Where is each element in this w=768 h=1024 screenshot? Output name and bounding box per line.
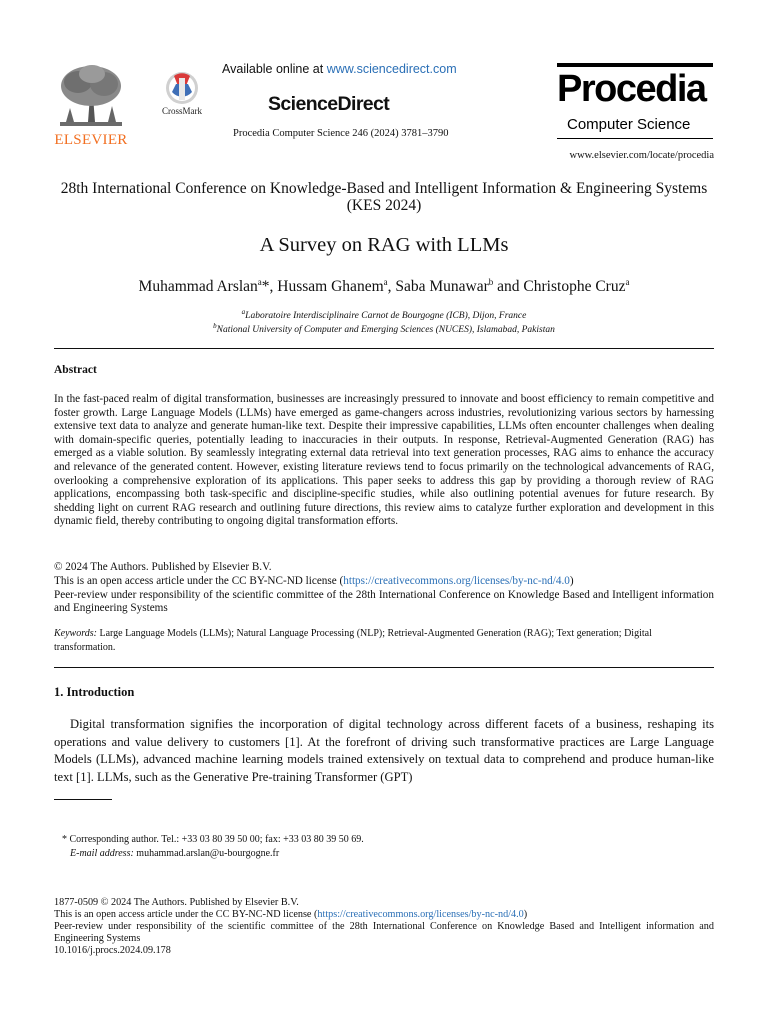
affiliation-text: Laboratoire Interdisciplinaire Carnot de Bourgogne (ICB), Dijon, France — [245, 311, 527, 322]
abstract-divider — [54, 667, 714, 668]
footer-license-suffix: ) — [523, 909, 528, 921]
author-name: Saba Munawar — [395, 278, 489, 296]
procedia-subtitle: Computer Science — [567, 116, 691, 133]
journal-reference: Procedia Computer Science 246 (2024) 3781–3790 — [233, 128, 449, 139]
author-mark: b — [488, 277, 494, 287]
introduction-paragraph: Digital transformation signifies the incorporation of digital technology across different facets of a business, reshaping its operations and value delivery to customers [1]. At the forefront of driving such transformative practices are Large Language Models (LLMs), advanced machine learning models trained extensively on textual data to comprehend and produce human-like text [1]. LLMs, such as the Generative Pre-training Transformer (GPT) — [54, 717, 714, 784]
doi[interactable]: 10.1016/j.procs.2024.09.178 — [54, 945, 171, 957]
author-name: Hussam Ghanem — [277, 278, 384, 296]
section-heading-introduction: 1. Introduction — [54, 685, 135, 699]
footnote-divider — [54, 799, 112, 800]
author-name: Christophe Cruz — [523, 278, 626, 296]
crossmark-label: CrossMark — [162, 106, 202, 116]
affiliation-text: National University of Computer and Emerging Sciences (NUCES), Islamabad, Pakistan — [216, 325, 555, 336]
license-suffix: ) — [569, 574, 574, 587]
license-link[interactable]: https://creativecommons.org/licenses/by-nc-nd/4.0 — [343, 574, 570, 587]
keywords-list: Large Language Models (LLMs); Natural Language Processing (NLP); Retrieval-Augmented Generation (RAG); Text generation; Digital transformation. — [54, 628, 652, 653]
author-list — [54, 277, 714, 296]
peer-review-line: Peer-review under responsibility of the scientific committee of the 28th International Conference on Knowledge Based and Intelligent information and Engineering Systems — [54, 588, 714, 615]
keywords-label: Keywords: — [54, 628, 97, 639]
keywords — [54, 627, 714, 654]
affiliation-mark: a — [241, 308, 246, 316]
elsevier-url[interactable]: www.elsevier.com/locate/procedia — [569, 150, 714, 161]
affiliation-mark: b — [213, 322, 217, 330]
sciencedirect-wordmark: ScienceDirect — [268, 93, 390, 115]
paper-title: A Survey on RAG with LLMs — [259, 234, 509, 256]
footer-license-line — [54, 909, 714, 921]
author-mark: a — [257, 277, 262, 287]
conference-name: 28th International Conference on Knowledge-Based and Intelligent Information & Engineering Systems (KES 2024) — [60, 180, 708, 214]
author-separator: *, — [261, 278, 278, 296]
available-online — [222, 62, 457, 76]
abstract-heading: Abstract — [54, 364, 97, 376]
affiliation-b — [54, 322, 714, 335]
corresponding-author: * Corresponding author. Tel.: +33 03 80 39 50 00; fax: +33 03 80 39 50 69. — [62, 834, 364, 845]
issn-line: 1877-0509 © 2024 The Authors. Published by Elsevier B.V. — [54, 897, 299, 908]
author-mark: a — [383, 277, 388, 287]
footer-peer-review: Peer-review under responsibility of the scientific committee of the 28th International Conference on Knowledge Based and Intelligent information and Engineering Systems — [54, 921, 714, 945]
email-address[interactable]: muhammad.arslan@u-bourgogne.fr — [133, 847, 280, 859]
affiliation-a — [54, 308, 714, 321]
procedia-divider — [557, 138, 713, 139]
header-divider — [54, 348, 714, 349]
license-line — [54, 575, 714, 589]
footnote — [62, 833, 364, 860]
author-mark: a — [625, 277, 630, 287]
author-name: Muhammad Arslan — [138, 278, 258, 296]
footer-license-prefix: This is an open access article under the CC BY-NC-ND license ( — [54, 909, 318, 921]
email-label: E-mail address: — [70, 847, 134, 859]
page-footer — [54, 897, 714, 957]
abstract-body: In the fast-paced realm of digital transformation, businesses are increasingly pressured to innovate and boost efficiency to remain competitive and foster growth. Large Language Models (LLMs) have emerged as game-changers across industries, revolutionizing various sectors by harnessing extensive text data to analyze and generate human-like text. Despite their impressive capabilities, LLMs often encounter challenges when dealing with domain-specific queries, potentially leading to inaccuracies in their outputs. In response, Retrieval-Augmented Generation (RAG) has emerged as a viable solution. By seamlessly integrating external data retrieval into text generation processes, RAG aims to enhance the accuracy and relevance of the generated content. However, existing literature reviews tend to focus primarily on the technological advancements of RAG, overlooking a comprehensive exploration of its applications. This paper seeks to address this gap by providing a thorough review of RAG applications, encompassing both task-specific and discipline-specific studies, while also outlining potential avenues for future research. By shedding light on current RAG research and outlining future directions, this review aims to catalyze further exploration and development in this dynamic field, thereby contributing to ongoing digital transformation efforts. — [54, 393, 714, 528]
copyright-line: © 2024 The Authors. Published by Elsevier B.V. — [54, 561, 272, 573]
email-line — [62, 847, 364, 861]
abstract-copyright-block — [54, 561, 714, 616]
procedia-top-bar — [557, 63, 713, 67]
procedia-title: Procedia — [557, 68, 706, 110]
elsevier-wordmark: ELSEVIER — [54, 132, 128, 148]
author-separator: and — [493, 278, 524, 296]
sciencedirect-link[interactable]: www.sciencedirect.com — [326, 62, 457, 76]
footer-license-link[interactable]: https://creativecommons.org/licenses/by-nc-nd/4.0 — [317, 909, 524, 921]
author-separator: , — [387, 278, 396, 296]
available-prefix: Available online at — [222, 62, 327, 76]
license-prefix: This is an open access article under the CC BY-NC-ND license ( — [54, 574, 344, 587]
